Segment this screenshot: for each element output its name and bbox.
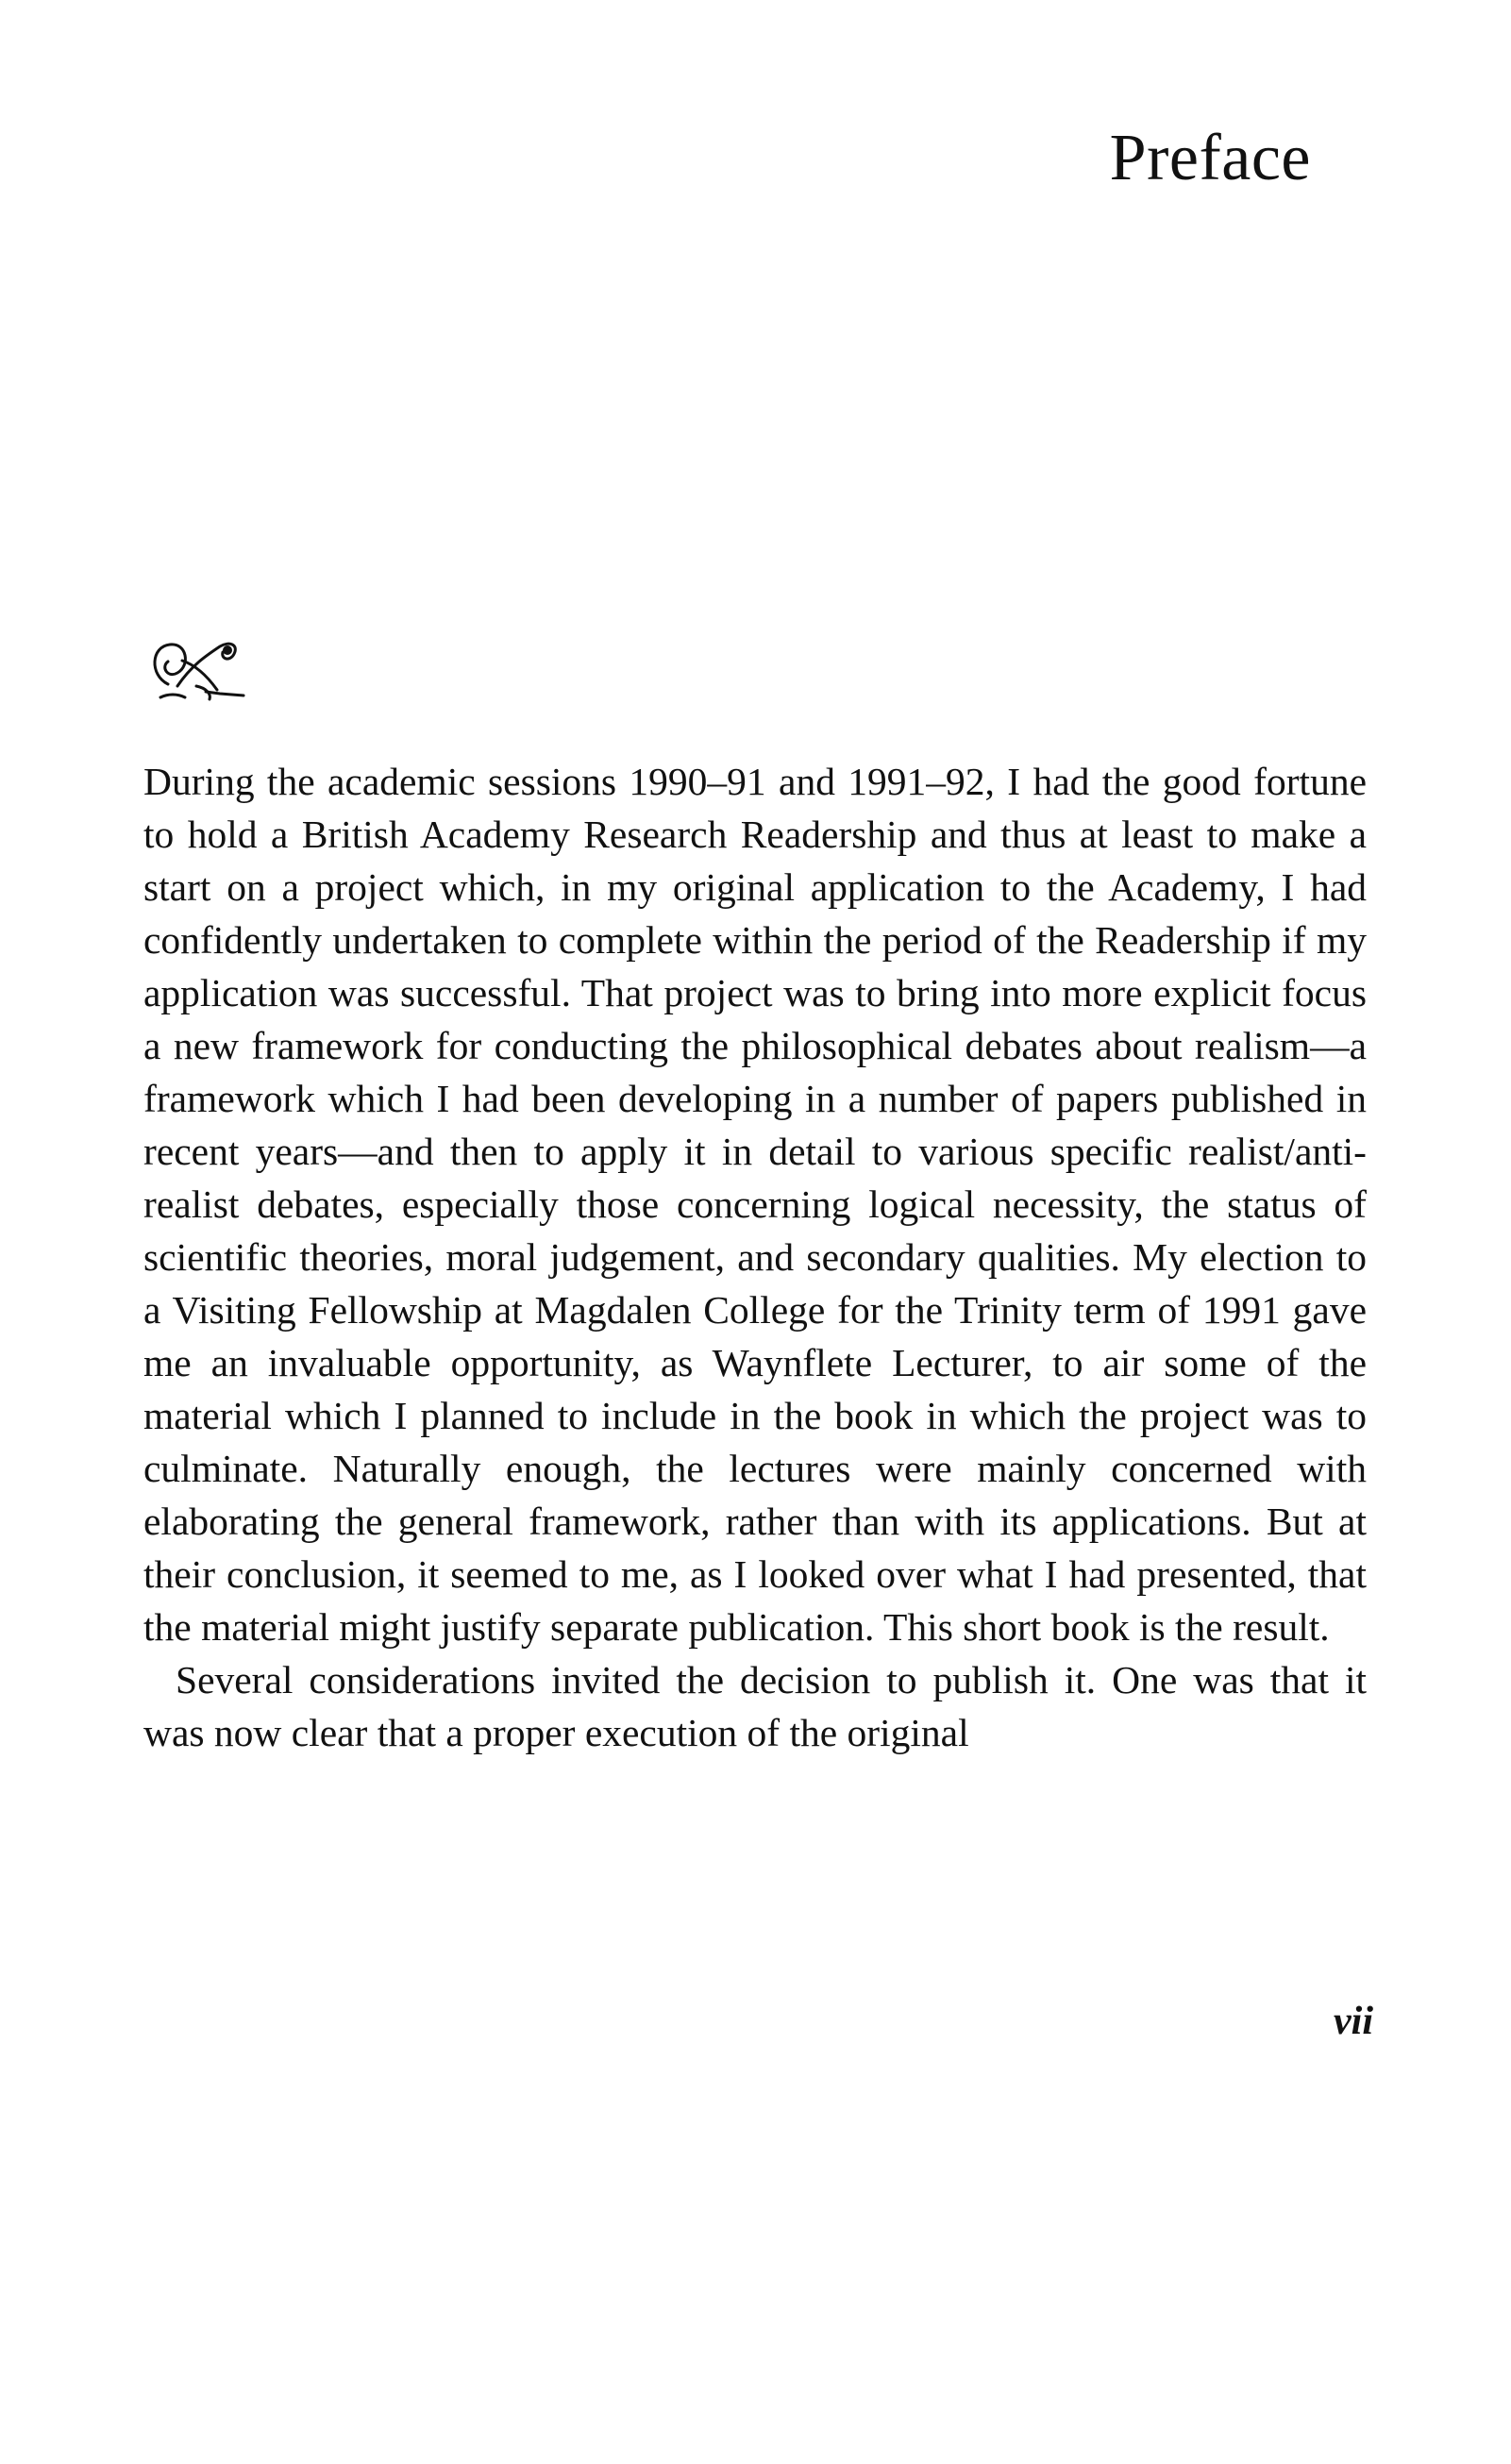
paragraph: Several considerations invited the decision to publish it. One was that it was now clear that a proper execution of the original [143, 1658, 1367, 1754]
chapter-title: Preface [1109, 122, 1311, 194]
page-number: vii [1334, 2000, 1373, 2043]
fleuron-ornament-icon [140, 618, 248, 712]
preface-body [143, 755, 1367, 1759]
paragraph: During the academic sessions 1990–91 and 1991–92, I had the good fortune to hold a British Academy Research Readership and thus at least to make a start on a project which, in my original application to the Academy, I had confidently undertaken to complete within the period of the Readership if my application was successful. That project was to bring into more explicit focus a new framework for conducting the philosophical debates about realism—a framework which I had been developing in a number of papers published in recent years—and then to apply it in detail to various specific realist/anti-realist debates, especially those concerning logical necessity, the status of scientific theories, moral judgement, and secondary qualities. My election to a Visiting Fellowship at Magdalen College for the Trinity term of 1991 gave me an invaluable opportunity, as Waynflete Lecturer, to air some of the material which I planned to include in the book in which the project was to culminate. Naturally enough, the lectures were mainly concerned with elaborating the general framework, rather than with its applications. But at their conclusion, it seemed to me, as I looked over what I had presented, that the material might justify separate publication. This short book is the result. [143, 760, 1367, 1649]
